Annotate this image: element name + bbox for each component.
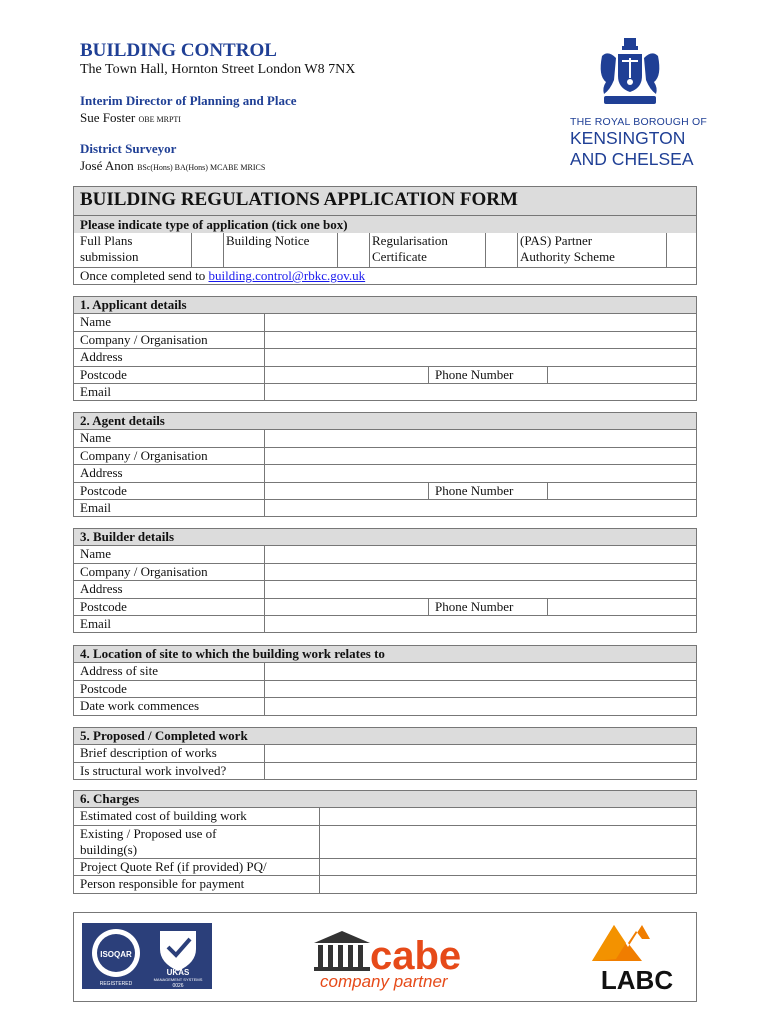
send-instructions <box>74 267 696 284</box>
director-name <box>80 110 181 126</box>
field-label: Postcode <box>74 680 265 697</box>
proposed-work-table <box>73 727 697 780</box>
builder-email-field[interactable] <box>265 615 697 632</box>
applicant-name-field[interactable] <box>265 314 697 331</box>
page-title: BUILDING CONTROL <box>80 40 277 61</box>
field-label: Phone Number <box>429 366 548 383</box>
commence-date-field[interactable] <box>265 698 697 715</box>
field-label: Name <box>74 430 265 447</box>
site-location-table <box>73 645 697 716</box>
ukas-label: UKAS <box>166 968 190 977</box>
borough-logo <box>570 116 707 170</box>
borough-logo-line1: THE ROYAL BOROUGH OF <box>570 116 708 128</box>
field-label: Address of site <box>74 663 265 680</box>
option-regularisation: Regularisation Certificate <box>372 233 448 264</box>
field-label: Existing / Proposed use of building(s) <box>74 825 320 858</box>
field-label: Name <box>74 314 265 331</box>
email-link[interactable]: building.control@rbkc.gov.uk <box>208 268 366 283</box>
director-quals: OBE MRPTI <box>138 115 181 124</box>
agent-name-field[interactable] <box>265 430 697 447</box>
borough-crest-icon <box>598 36 662 112</box>
application-type-section <box>73 186 697 285</box>
estimated-cost-field[interactable] <box>320 808 697 825</box>
application-type-options <box>74 233 696 267</box>
iso-sub: REGISTERED <box>99 981 133 987</box>
borough-logo-line2: KENSINGTON <box>570 128 686 148</box>
checkbox-building-notice[interactable] <box>337 233 370 267</box>
surveyor-name-text: José Anon <box>80 158 134 173</box>
field-label: Address <box>74 465 265 482</box>
agent-details-table <box>73 412 697 517</box>
applicant-phone-field[interactable] <box>548 366 697 383</box>
field-label: Address <box>74 581 265 598</box>
quote-ref-field[interactable] <box>320 858 697 875</box>
field-label: Name <box>74 546 265 563</box>
checkbox-partner-authority[interactable] <box>666 233 699 267</box>
work-description-field[interactable] <box>265 745 697 762</box>
checkbox-regularisation[interactable] <box>485 233 518 267</box>
applicant-postcode-field[interactable] <box>265 366 429 383</box>
site-postcode-field[interactable] <box>265 680 697 697</box>
field-label: Company / Organisation <box>74 331 265 348</box>
option-partner-authority: (PAS) Partner Authority Scheme <box>520 233 615 264</box>
field-label: Email <box>74 383 265 400</box>
application-type-prompt: Please indicate type of application (tick one box) <box>74 216 696 233</box>
surveyor-name <box>80 158 265 174</box>
applicant-email-field[interactable] <box>265 383 697 400</box>
field-label: Email <box>74 499 265 516</box>
field-label: Person responsible for payment <box>74 876 320 893</box>
applicant-address-field[interactable] <box>265 349 697 366</box>
surveyor-quals: BSc(Hons) BA(Hons) MCABE MRICS <box>137 163 266 172</box>
agent-address-field[interactable] <box>265 465 697 482</box>
iso-label: ISOQAR <box>100 950 132 959</box>
builder-address-field[interactable] <box>265 581 697 598</box>
builder-postcode-field[interactable] <box>265 598 429 615</box>
agent-company-field[interactable] <box>265 447 697 464</box>
section-title: 3. Builder details <box>74 529 697 546</box>
cabe-word: cabe <box>370 934 462 978</box>
field-label: Email <box>74 615 265 632</box>
form-title: BUILDING REGULATIONS APPLICATION FORM <box>74 187 696 216</box>
field-label: Address <box>74 349 265 366</box>
option-building-notice: Building Notice <box>226 233 310 248</box>
builder-phone-field[interactable] <box>548 598 697 615</box>
cabe-sub: company partner <box>320 972 448 991</box>
field-label: Postcode <box>74 598 265 615</box>
labc-logo <box>588 919 686 993</box>
cabe-partner-logo <box>312 925 488 991</box>
builder-details-table <box>73 528 697 633</box>
field-label: Brief description of works <box>74 745 265 762</box>
payer-field[interactable] <box>320 876 697 893</box>
isoqar-ukas-logo <box>82 923 212 989</box>
surveyor-role: District Surveyor <box>80 141 177 156</box>
section-title: 6. Charges <box>74 791 697 808</box>
field-label: Date work commences <box>74 698 265 715</box>
section-title: 2. Agent details <box>74 413 697 430</box>
applicant-company-field[interactable] <box>265 331 697 348</box>
send-prefix: Once completed send to <box>80 268 209 283</box>
section-title: 4. Location of site to which the building work relates to <box>74 646 697 663</box>
checkbox-full-plans[interactable] <box>191 233 224 267</box>
field-label: Project Quote Ref (if provided) PQ/ <box>74 858 320 875</box>
builder-company-field[interactable] <box>265 563 697 580</box>
option-full-plans: Full Plans submission <box>80 233 139 264</box>
director-role: Interim Director of Planning and Place <box>80 93 297 108</box>
agent-postcode-field[interactable] <box>265 482 429 499</box>
field-label: Estimated cost of building work <box>74 808 320 825</box>
structural-work-field[interactable] <box>265 762 697 779</box>
footer-logos <box>73 912 697 1002</box>
section-title: 1. Applicant details <box>74 297 697 314</box>
charges-table <box>73 790 697 894</box>
ukas-num: 0026 <box>172 983 184 989</box>
applicant-details-table <box>73 296 697 401</box>
section-title: 5. Proposed / Completed work <box>74 728 697 745</box>
field-label: Phone Number <box>429 482 548 499</box>
director-name-text: Sue Foster <box>80 110 136 125</box>
ukas-sub: MANAGEMENT SYSTEMS <box>153 977 203 982</box>
building-use-field[interactable] <box>320 825 697 858</box>
site-address-field[interactable] <box>265 663 697 680</box>
labc-word: LABC <box>600 965 674 993</box>
builder-name-field[interactable] <box>265 546 697 563</box>
agent-phone-field[interactable] <box>548 482 697 499</box>
agent-email-field[interactable] <box>265 499 697 516</box>
field-label: Company / Organisation <box>74 563 265 580</box>
field-label: Postcode <box>74 366 265 383</box>
office-address: The Town Hall, Hornton Street London W8 7NX <box>80 62 356 77</box>
field-label: Postcode <box>74 482 265 499</box>
borough-logo-line3: AND CHELSEA <box>570 149 694 169</box>
field-label: Company / Organisation <box>74 447 265 464</box>
field-label: Phone Number <box>429 598 548 615</box>
field-label: Is structural work involved? <box>74 762 265 779</box>
